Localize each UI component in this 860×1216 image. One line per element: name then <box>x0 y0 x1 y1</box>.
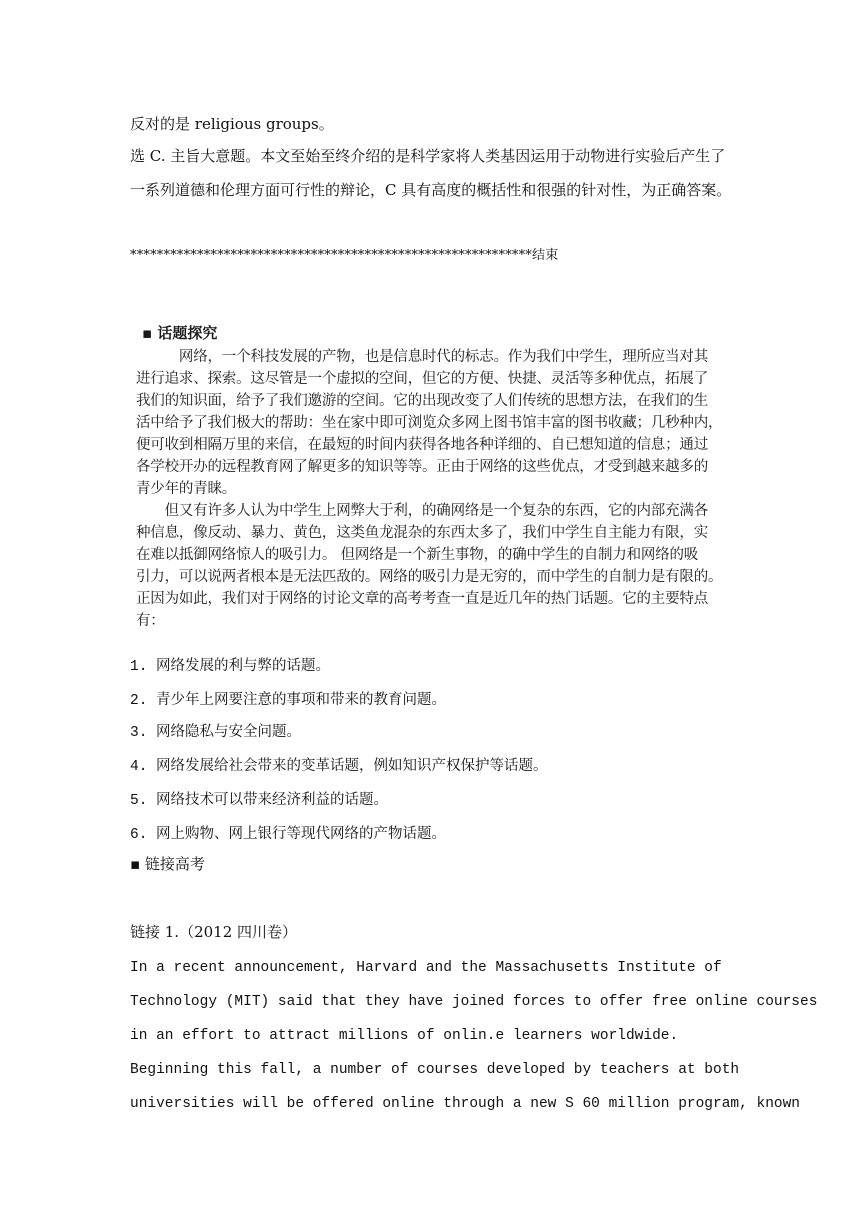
list-item: 3. 网络隐私与安全问题。 <box>130 724 301 741</box>
link1-line: universities will be offered online through a new S 60 million program, known <box>130 1096 801 1112</box>
topic-line: 正因为如此，我们对于网络的讨论文章的高考考查一直是近几年的热门话题。它的主要特点 <box>136 591 708 607</box>
link1-title: 链接 1.（2012 四川卷） <box>130 923 298 941</box>
end-divider: ************************************************************结束 <box>130 248 559 263</box>
topic-image-block <box>132 320 744 644</box>
list-item: 1. 网络发展的利与弊的话题。 <box>130 658 330 675</box>
topic-line: 活中给予了我们极大的帮助：坐在家中即可浏览众多网上图书馆丰富的图书收藏；几秒种内， <box>136 415 723 431</box>
topic-title: ▪ 话题探究 <box>142 324 218 342</box>
topic-line: 我们的知识面，给予了我们邀游的空间。它的出现改变了人们传统的思想方法，在我们的生 <box>136 393 708 409</box>
list-item: 4. 网络发展给社会带来的变革话题，例如知识产权保护等话题。 <box>130 758 548 775</box>
list-item: 2. 青少年上网要注意的事项和带来的教育问题。 <box>130 692 446 709</box>
topic-line: 进行追求、探索。这尽管是一个虚拟的空间，但它的方便、快捷、灵活等多种优点，拓展了 <box>136 371 708 387</box>
topic-line: 便可收到相隔万里的来信，在最短的时间内获得各地各种详细的、自已想知道的信息；通过 <box>136 437 708 453</box>
intro-line-1: 反对的是 religious groups。 <box>130 115 334 133</box>
topic-line: 在难以抵御网络惊人的吸引力。 但网络是一个新生事物，的确中学生的自制力和网络的吸 <box>136 547 699 563</box>
link1-line: Technology (MIT) said that they have joined forces to offer free online courses <box>130 994 818 1010</box>
topic-line: 但又有许多人认为中学生上网弊大于利，的确网络是一个复杂的东西，它的内部充满各 <box>136 503 708 519</box>
link1-line: in an effort to attract millions of onlin.e learners worldwide. <box>130 1028 679 1044</box>
topic-line: 青少年的青睐。 <box>136 481 237 497</box>
topic-line: 种信息，像反动、暴力、黄色，这类鱼龙混杂的东西太多了，我们中学生自主能力有限，实 <box>136 525 708 541</box>
topic-line: 网络，一个科技发展的产物，也是信息时代的标志。作为我们中学生，理所应当对其 <box>136 349 708 365</box>
topic-line: 各学校开办的远程教育网了解更多的知识等等。正由于网络的这些优点，才受到越来越多的 <box>136 459 708 475</box>
list-item: 5. 网络技术可以带来经济利益的话题。 <box>130 792 388 809</box>
link1-line: Beginning this fall, a number of courses developed by teachers at both <box>130 1062 740 1078</box>
intro-line-2: 选 C. 主旨大意题。本文至始至终介绍的是科学家将人类基因运用于动物进行实验后产生了 <box>130 147 726 165</box>
intro-line-3: 一系列道德和伦理方面可行性的辩论，C 具有高度的概括性和很强的针对性，为正确答案。 <box>130 181 732 199</box>
link-heading: ▪ 链接高考 <box>130 855 205 873</box>
list-item: 6. 网上购物、网上银行等现代网络的产物话题。 <box>130 826 446 843</box>
link1-line: In a recent announcement, Harvard and the Massachusetts Institute of <box>130 960 722 976</box>
topic-line: 有： <box>136 613 165 629</box>
topic-line: 引力，可以说两者根本是无法匹敌的。网络的吸引力是无穷的，而中学生的自制力是有限的。 <box>136 569 723 585</box>
